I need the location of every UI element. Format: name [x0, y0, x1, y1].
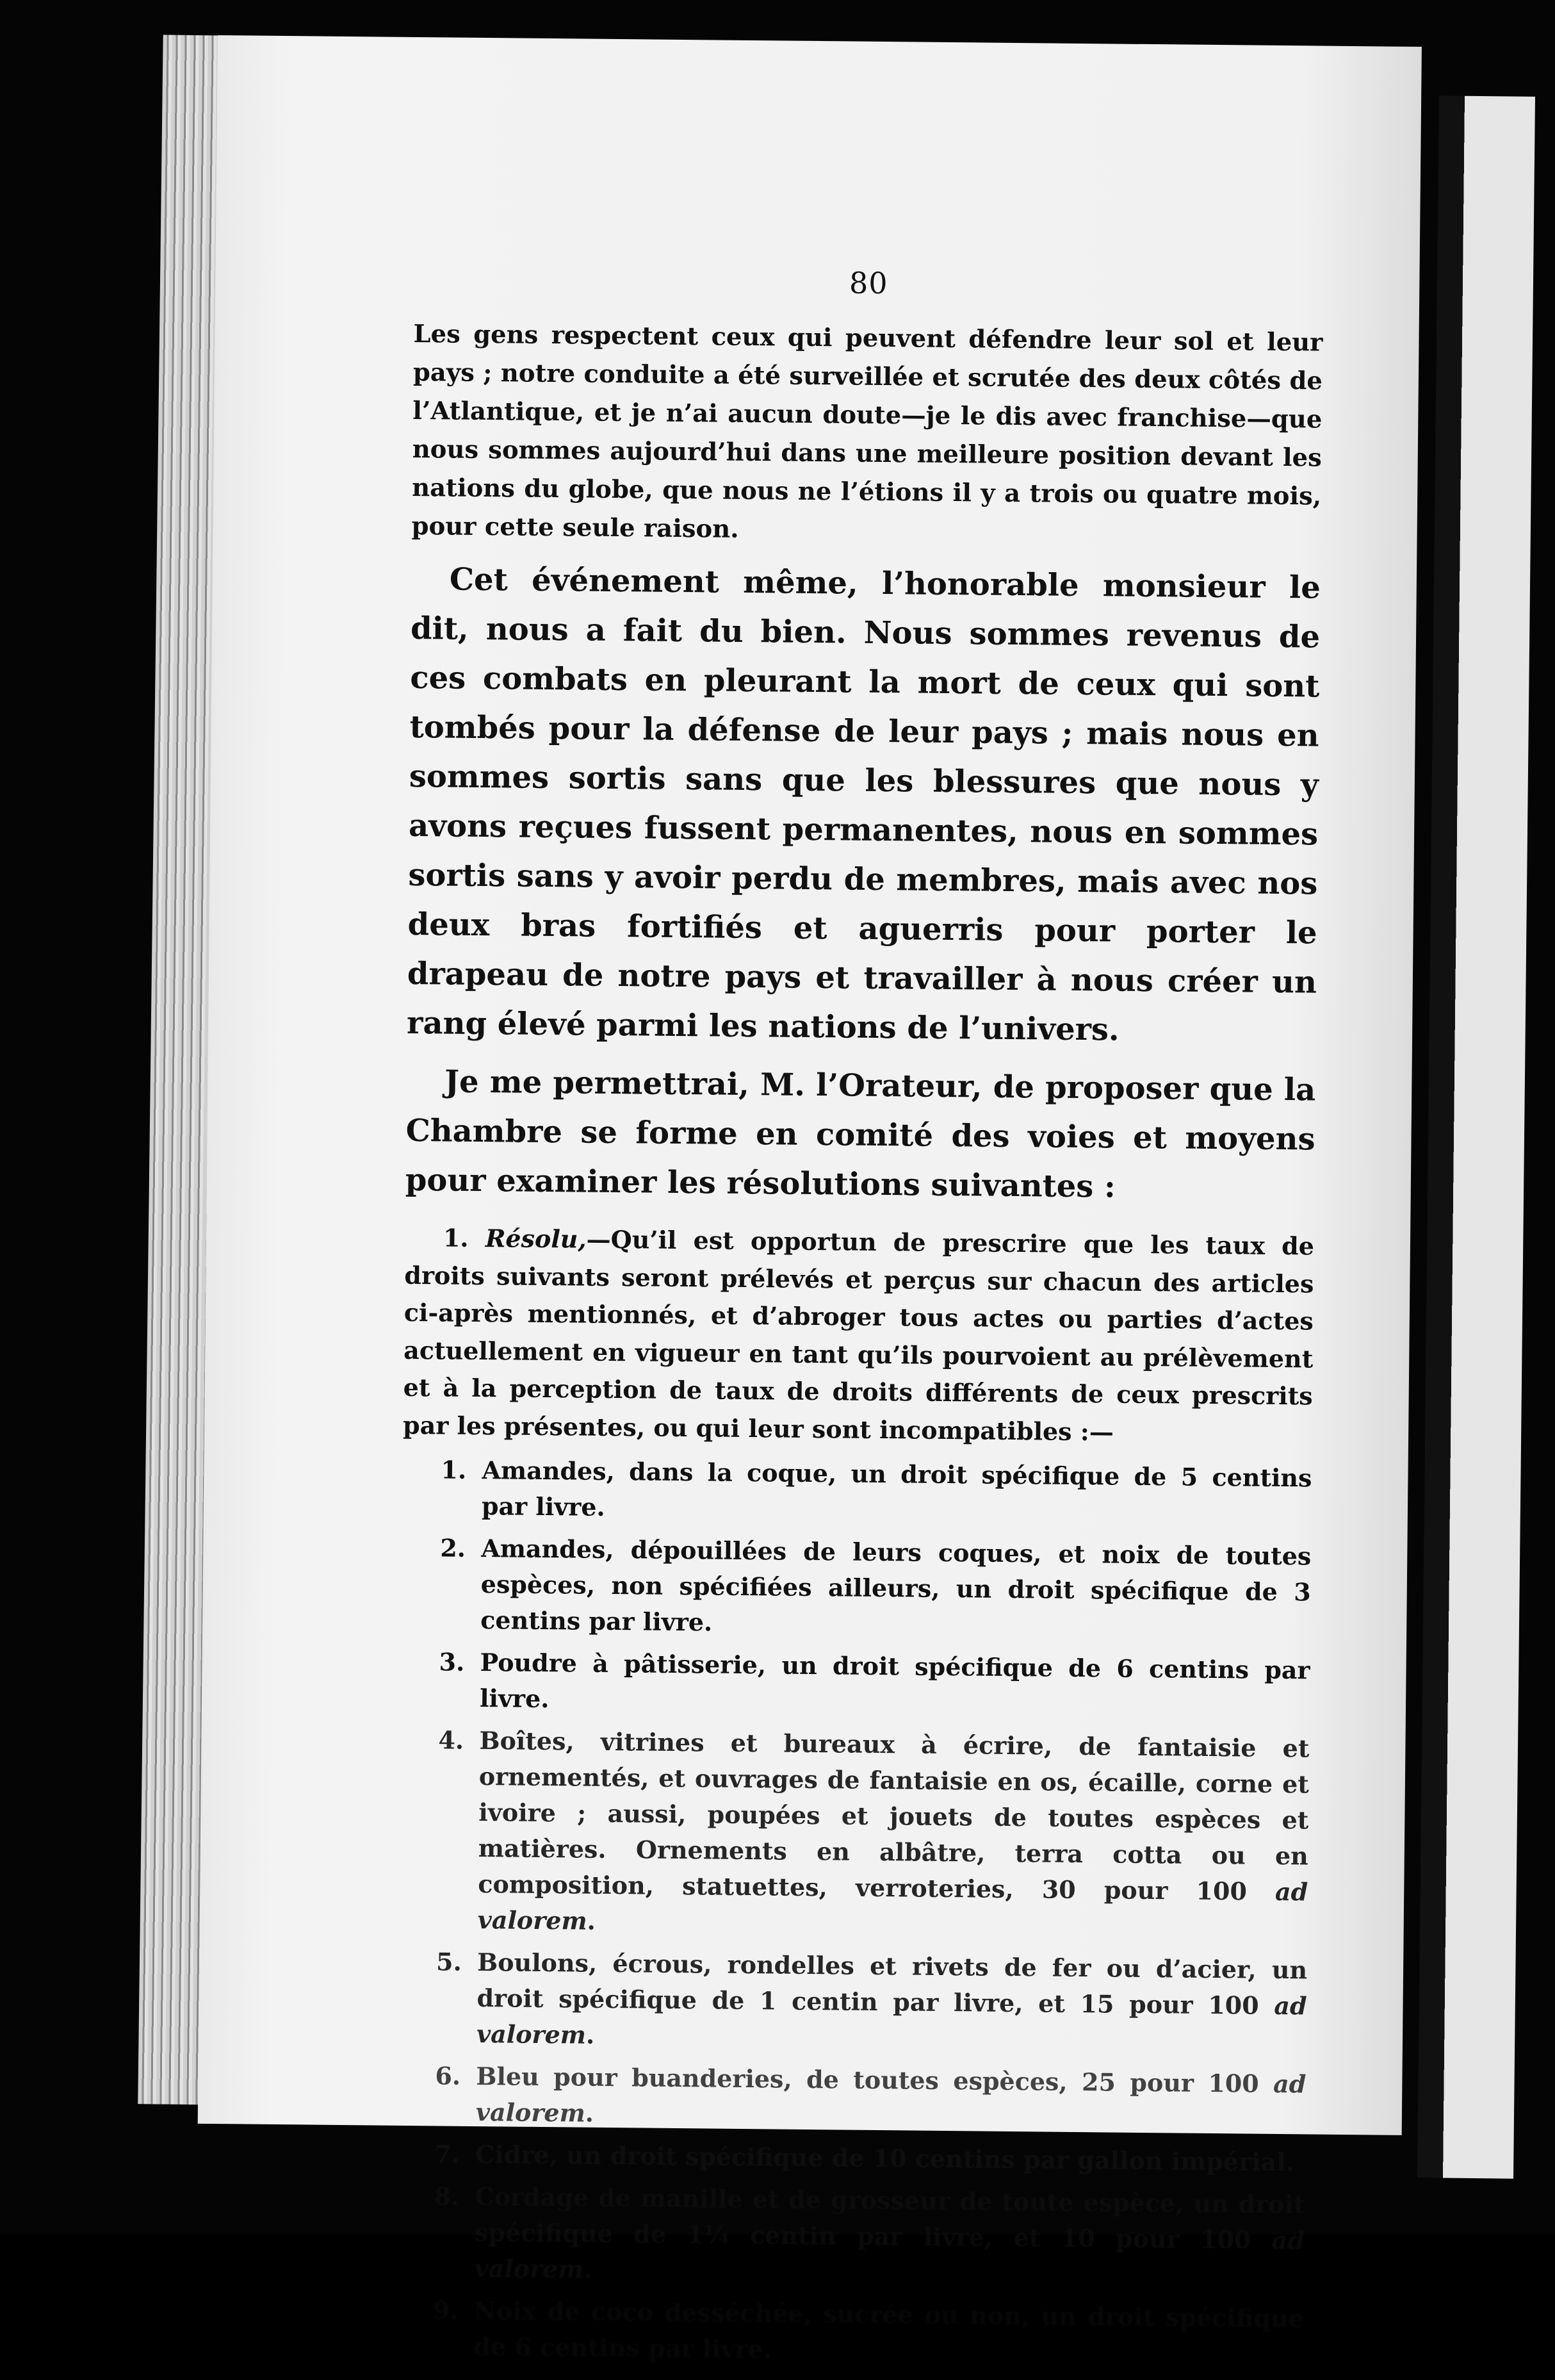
list-item	[395, 2178, 1305, 2295]
resolution-text: —Qu’il est opportun de prescrire que les taux de droits suivants seront prélevés et perçus sur chacun des articles ci-après mentionnés, et d’abroger tous actes ou parties d’actes actuellement en vigueur en tant qu’ils pourvoient au prélèvement et à la perception de taux de droits différents de ceux prescrits par les présentes, ou qui leur sont incompatibles :—	[402, 1224, 1315, 1447]
item-text-end: .	[585, 2020, 595, 2049]
paragraph-1: Les gens respectent ceux qui peuvent défendre leur sol et leur pays ; notre conduite a été surveillée et scrutée des deux côtés de l’Atlantique, et je n’ai aucun doute—je le dis avec franchise—que nous sommes aujourd’hui dans une meilleure position devant les nations du globe, que nous ne l’étions il y a trois ou quatre mois, pour cette seule raison.	[411, 319, 1323, 544]
item-text: Bleu pour buanderies, de toutes espèces, 25 pour 100	[476, 2062, 1274, 2098]
item-number: 5.	[436, 1947, 462, 1976]
tariff-items-list	[394, 1452, 1312, 2373]
list-item	[396, 2058, 1307, 2138]
facing-page-edge	[1417, 95, 1535, 2178]
page-content	[394, 261, 1324, 2379]
list-item	[398, 1722, 1310, 1946]
resolution	[403, 1219, 1314, 1453]
item-text: Cidre, un droit spécifique de 10 centins par gallon impérial.	[475, 2140, 1295, 2177]
list-item	[402, 1452, 1312, 1532]
book-page	[198, 35, 1422, 2364]
item-text-end: .	[585, 2098, 594, 2128]
item-text: Boulons, écrous, rondelles et rivets de fer ou d’acier, un droit spécifique de 1 centin par livre, et 15 pour 100	[476, 1948, 1308, 2020]
list-item	[400, 1644, 1310, 1725]
item-text: Poudre à pâtisserie, un droit spécifique de 6 centins par livre.	[479, 1648, 1310, 1714]
item-text-italic: ad valorem	[476, 1990, 1307, 2049]
list-item	[394, 2292, 1304, 2373]
resolution-label: Résolu,	[485, 1224, 587, 1254]
item-text-end: .	[587, 1906, 596, 1935]
item-number: 2.	[440, 1533, 466, 1563]
item-text: Noix de coco desséchée, sucrée ou non, un droit spécifique de 6 centins par livre.	[473, 2296, 1305, 2364]
list-item	[397, 1944, 1308, 2060]
item-number: 1.	[441, 1455, 467, 1484]
paragraph-3: Je me permettrai, M. l’Orateur, de proposer que la Chambre se forme en comité des voies et moyens pour examiner les résolutions suivantes :	[405, 1063, 1316, 1205]
page-number: 80	[849, 265, 888, 301]
item-number: 7.	[434, 2139, 460, 2169]
item-text: Amandes, dépouillées de leurs coques, et noix de toutes espèces, non spécifiées ailleurs, un droit spécifique de 3 centins par livre.	[480, 1534, 1312, 1637]
paragraph-2: Cet événement même, l’honorable monsieur le dit, nous a fait du bien. Nous sommes revenus de ces combats en pleurant la mort de ceux qui sont tombés pour la défense de leur pays ; mais nous en sommes sortis sans que les blessures que nous y avons reçues fussent permanentes, nous en sommes sortis sans y avoir perdu de membres, mais avec nos deux bras fortifiés et aguerris pour porter le drapeau de notre pays et travailler à nous créer un rang élevé parmi les nations de l’univers.	[406, 561, 1321, 1048]
item-text-italic: ad valorem	[474, 2225, 1305, 2284]
item-number: 8.	[434, 2181, 460, 2211]
item-number: 9.	[432, 2295, 459, 2325]
list-item	[396, 2136, 1305, 2181]
list-item	[401, 1530, 1312, 1646]
item-text: Cordage de manille et de grosseur de toute espèce, un droit spécifique de 1¼ centin par livre, et 10 pour 100	[474, 2182, 1305, 2254]
resolution-number: 1.	[443, 1223, 469, 1252]
item-text: Amandes, dans la coque, un droit spécifique de 5 centins par livre.	[481, 1456, 1312, 1522]
item-number: 6.	[435, 2061, 461, 2090]
item-text-end: .	[583, 2254, 592, 2284]
item-number: 3.	[439, 1647, 465, 1677]
item-text-italic: ad valorem	[477, 1876, 1308, 1935]
item-number: 4.	[438, 1725, 464, 1755]
item-text-italic: ad valorem	[475, 2069, 1307, 2128]
item-text: Boîtes, vitrines et bureaux à écrire, de fantaisie et ornementés, et ouvrages de fantaisie en os, écaille, corne et ivoire ; aussi, poupées et jouets de toutes espèces et matières. Ornements en albâtre, terra cotta ou en composition, statuettes, verroteries, 30 pour 100	[478, 1726, 1310, 1906]
